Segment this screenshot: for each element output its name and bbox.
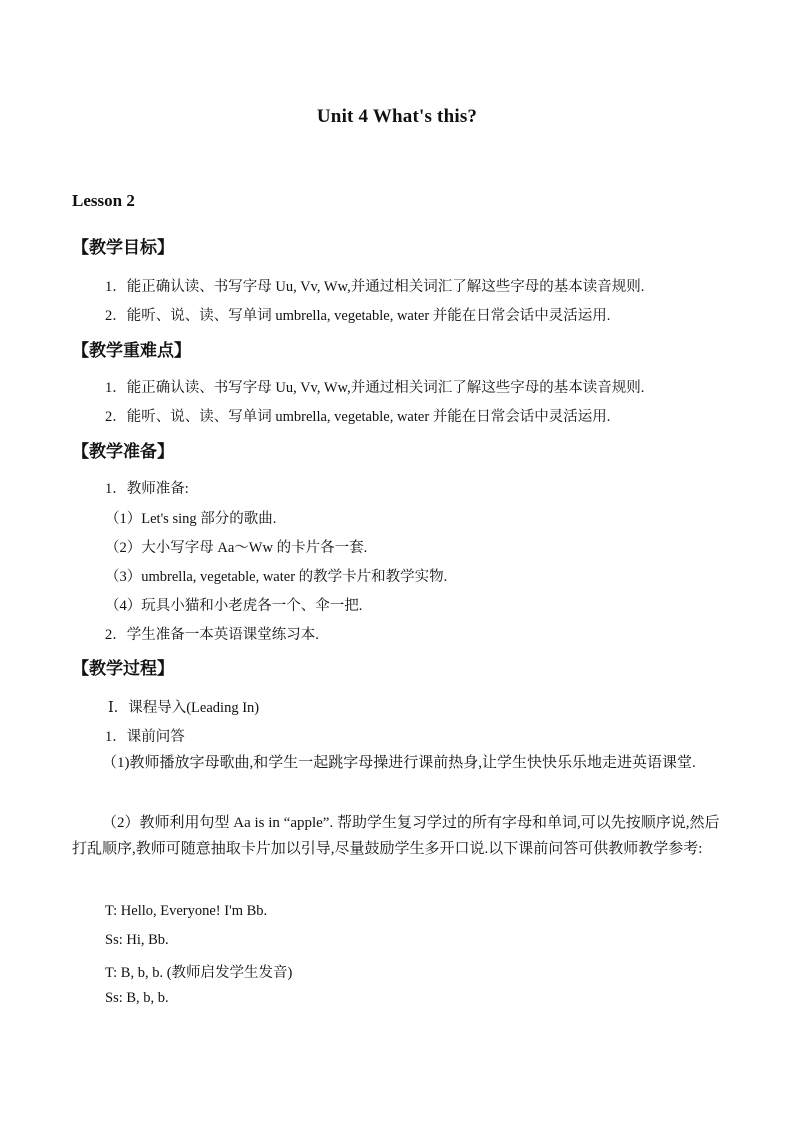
lesson-label: Lesson 2 [72, 191, 135, 210]
section-heading-key-points: 【教学重难点】 [72, 341, 191, 361]
preparation-item-3: （2）大小写字母 Aa～Ww 的卡片各一套. [105, 540, 368, 556]
section-heading-process: 【教学过程】 [72, 659, 174, 679]
dialogue-line-1: T: Hello, Everyone! I'm Bb. [105, 903, 268, 919]
process-sub-title: 1．课前问答 [105, 729, 185, 745]
dialogue-line-3: T: B, b, b. (教师启发学生发音) [105, 965, 293, 981]
dialogue-line-4: Ss: B, b, b. [105, 990, 169, 1006]
goals-item-1: 1．能正确认读、书写字母 Uu, Vv, Ww,并通过相关词汇了解这些字母的基本读音规则. [105, 279, 645, 295]
goals-item-2: 2．能听、说、读、写单词 umbrella, vegetable, water 并能在日常会话中灵活运用. [105, 308, 611, 324]
key-points-item-1: 1．能正确认读、书写字母 Uu, Vv, Ww,并通过相关词汇了解这些字母的基本读音规则. [105, 380, 645, 396]
preparation-item-4: （3）umbrella, vegetable, water 的教学卡片和教学实物. [105, 569, 448, 585]
section-heading-preparation: 【教学准备】 [72, 442, 174, 462]
process-step-title: Ⅰ．课程导入(Leading In) [108, 700, 260, 716]
process-paragraph-2: （2）教师利用句型 Aa is in “apple”. 帮助学生复习学过的所有字母和单词,可以先按顺序说,然后打乱顺序,教师可随意抽取卡片加以引导,尽量鼓励学生多开口说.以下课前问答可供教师教学参考: [72, 815, 720, 857]
section-heading-goals: 【教学目标】 [72, 238, 174, 258]
preparation-item-1: 1．教师准备: [105, 481, 189, 497]
dialogue-line-2: Ss: Hi, Bb. [105, 932, 169, 948]
preparation-item-5: （4）玩具小猫和小老虎各一个、伞一把. [105, 598, 363, 614]
preparation-item-6: 2．学生准备一本英语课堂练习本. [105, 627, 319, 643]
key-points-item-2: 2．能听、说、读、写单词 umbrella, vegetable, water 并能在日常会话中灵活运用. [105, 409, 611, 425]
process-paragraph-1: （1)教师播放字母歌曲,和学生一起跳字母操进行课前热身,让学生快快乐乐地走进英语课堂. [102, 755, 696, 771]
document-title: Unit 4 What's this? [316, 106, 478, 127]
preparation-item-2: （1）Let's sing 部分的歌曲. [105, 511, 277, 527]
